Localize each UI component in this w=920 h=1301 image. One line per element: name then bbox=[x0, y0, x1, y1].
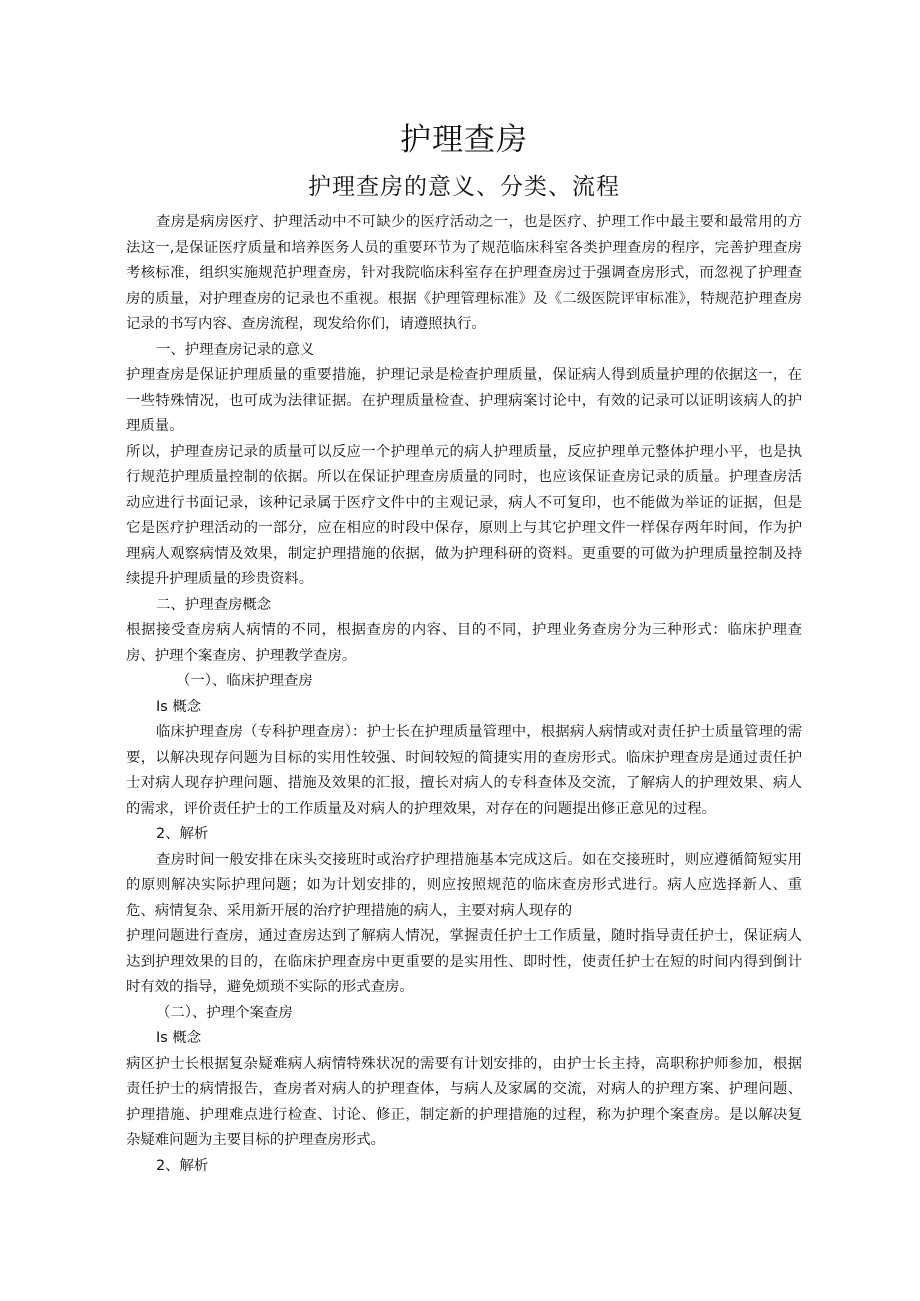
body-paragraph: 护理查房是保证护理质量的重要措施，护理记录是检查护理质量，保证病人得到质量护理的依据这一，在一些特殊情况，也可成为法律证据。在护理质量检查、护理病案讨论中，有效的记录可以证明该病人的护理质量。 bbox=[126, 367, 802, 434]
body-paragraph: 临床护理查房（专科护理查房）：护士长在护理质量管理中，根据病人病情或对责任护士质量管理的需要，以解决现存问题为目标的实用性较强、时间较短的简捷实用的查房形式。临床护理查房是通过责任护士对病人现存护理问题、措施及效果的汇报，擅长对病人的专科查体及交流，了解病人的护理效果、病人的需求，评价责任护士的工作质量及对病人的护理效果，对存在的问题提出修正意见的过程。 bbox=[126, 724, 802, 817]
subsection-heading-2: （二）、护理个案查房 bbox=[156, 1004, 293, 1021]
document-title: 护理查房 bbox=[400, 122, 528, 158]
section-heading-2: 二、护理查房概念 bbox=[156, 596, 272, 613]
item-heading: 2、解析 bbox=[156, 826, 209, 842]
section-heading-1: 一、护理查房记录的意义 bbox=[156, 341, 315, 358]
intro-paragraph: 查房是病房医疗、护理活动中不可缺少的医疗活动之一，也是医疗、护理工作中最主要和最常用的方法这一,是保证医疗质量和培养医务人员的重要环节为了规范临床科室各类护理查房的程序，完善护理查房考核标准，组织实施规范护理查房，针对我院临床科室存在护理查房过于强调查房形式，而忽视了护理查房的质量，对护理查房的记录也不重视。根据《护理管理标准》及《二级医院评审标准》，特规范护理查房记录的书写内容、查房流程，现发给你们，请遵照执行。 bbox=[126, 214, 802, 332]
item-heading: 2、解析 bbox=[156, 1157, 209, 1174]
document-subtitle: 护理查房的意义、分类、流程 bbox=[308, 174, 620, 200]
body-paragraph: 查房时间一般安排在床头交接班时或治疗护理措施基本完成这后。如在交接班时，则应遵循简短实用的原则解决实际护理问题；如为计划安排的，则应按照规范的临床查房形式进行。病人应选择新人、重危、病情复杂、采用新开展的治疗护理措施的病人，主要对病人现存的 bbox=[126, 851, 802, 919]
item-heading: Is 概念 bbox=[156, 1030, 202, 1046]
subsection-heading-1: （一）、临床护理查房 bbox=[176, 673, 313, 689]
body-paragraph: 护理问题进行查房，通过查房达到了解病人情况，掌握责任护士工作质量，随时指导责任护士，保证病人达到护理效果的目的，在临床护理查房中更重要的是实用性、即时性，使责任护士在短的时间内得到倒计时有效的指导，避免烦琐不实际的形式查房。 bbox=[126, 928, 802, 995]
body-paragraph: 所以，护理查房记录的质量可以反应一个护理单元的病人护理质量，反应护理单元整体护理小平，也是执行规范护理质量控制的依据。所以在保证护理查房质量的同时，也应该保证查房记录的质量。护理查房活动应进行书面记录，该种记录属于医疗文件中的主观记录，病人不可复印，也不能做为举证的证据，但是它是医疗护理活动的一部分，应在相应的时段中保存，原则上与其它护理文件一样保存两年时间，作为护理病人观察病情及效果，制定护理措施的依据，做为护理科研的资料。更重要的可做为护理质量控制及持续提升护理质量的珍贵资料。 bbox=[126, 443, 802, 587]
item-heading: Is 概念 bbox=[156, 698, 202, 715]
body-paragraph: 病区护士长根据复杂疑难病人病情特殊状况的需要有计划安排的，由护士长主持，高职称护师参加，根据责任护士的病情报告，查房者对病人的护理查体，与病人及家属的交流，对病人的护理方案、护理问题、护理措施、护理难点进行检查、讨论、修正，制定新的护理措施的过程，称为护理个案查房。是以解决复杂疑难问题为主要目标的护理查房形式。 bbox=[126, 1055, 802, 1148]
body-paragraph: 根据接受查房病人病情的不同，根据查房的内容、目的不同，护理业务查房分为三种形式：临床护理查房、护理个案查房、护理教学查房。 bbox=[126, 622, 802, 664]
